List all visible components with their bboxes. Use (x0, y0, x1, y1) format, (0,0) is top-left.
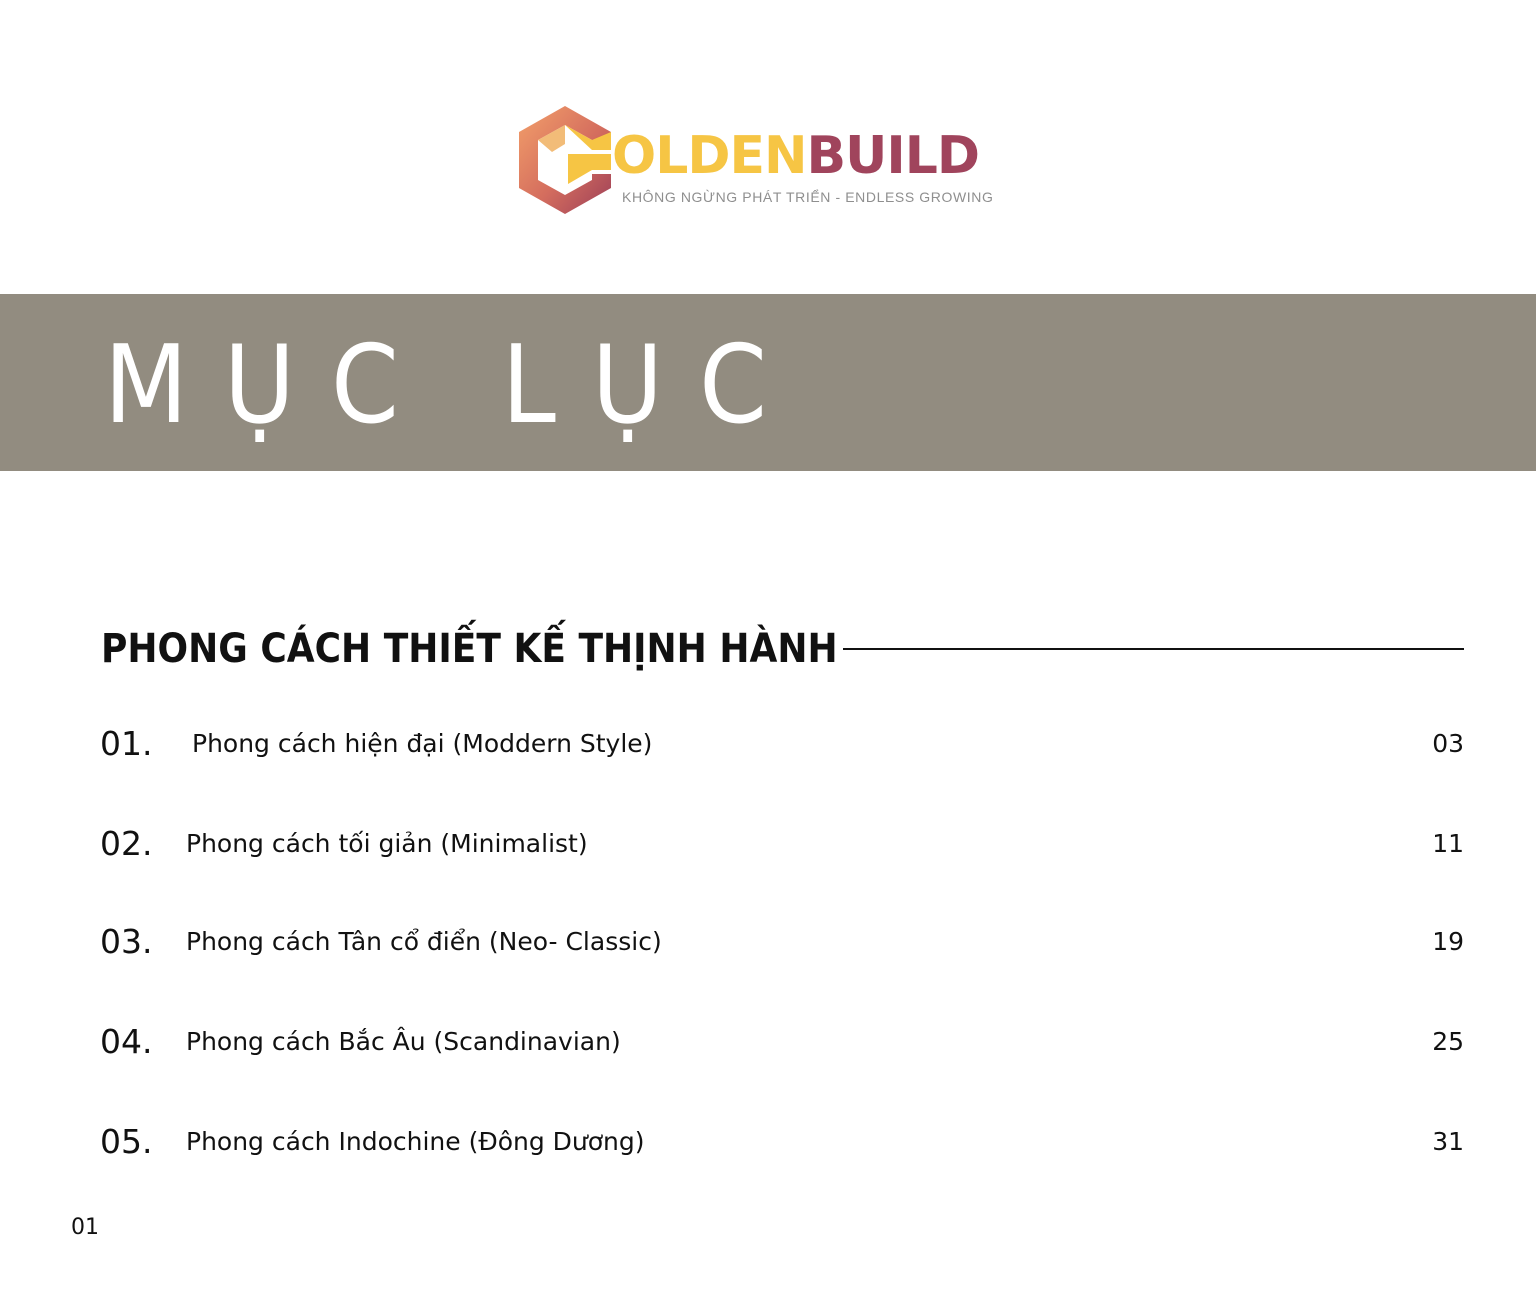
section-divider (843, 648, 1464, 650)
toc-entry-page: 25 (1432, 1027, 1464, 1056)
toc-entry-number: 01. (100, 724, 153, 763)
toc-entry-page: 03 (1432, 729, 1464, 758)
toc-entry-title: Phong cách Bắc Âu (Scandinavian) (186, 1027, 621, 1056)
toc-entry-number: 04. (100, 1022, 153, 1061)
brand-logo (516, 104, 1036, 218)
toc-entry[interactable] (100, 920, 1464, 964)
brand-wordmark (612, 126, 979, 186)
toc-entry-title: Phong cách Indochine (Đông Dương) (186, 1127, 645, 1156)
toc-entry-number: 03. (100, 922, 153, 961)
brand-wordmark-build: BUILD (806, 126, 980, 186)
toc-entry-title: Phong cách hiện đại (Moddern Style) (192, 729, 653, 758)
page-title: MỤC LỤC (104, 323, 803, 448)
toc-entry[interactable] (100, 722, 1464, 766)
toc-entry[interactable] (100, 822, 1464, 866)
brand-tagline: KHÔNG NGỪNG PHÁT TRIỂN - ENDLESS GROWING (622, 189, 994, 205)
section-heading: PHONG CÁCH THIẾT KẾ THỊNH HÀNH (101, 626, 838, 672)
goldenbuild-hexagon-g-icon (516, 104, 614, 216)
toc-entry-title: Phong cách Tân cổ điển (Neo- Classic) (186, 927, 662, 956)
toc-entry-number: 02. (100, 824, 153, 863)
toc-entry[interactable] (100, 1020, 1464, 1064)
toc-entry-number: 05. (100, 1122, 153, 1161)
toc-entry-page: 31 (1432, 1127, 1464, 1156)
toc-entry-page: 19 (1432, 927, 1464, 956)
brand-wordmark-olden: OLDEN (612, 126, 807, 186)
toc-entry-page: 11 (1432, 829, 1464, 858)
title-banner (0, 294, 1536, 471)
toc-entry-title: Phong cách tối giản (Minimalist) (186, 829, 588, 858)
toc-entry[interactable] (100, 1120, 1464, 1164)
page-number: 01 (71, 1215, 99, 1240)
